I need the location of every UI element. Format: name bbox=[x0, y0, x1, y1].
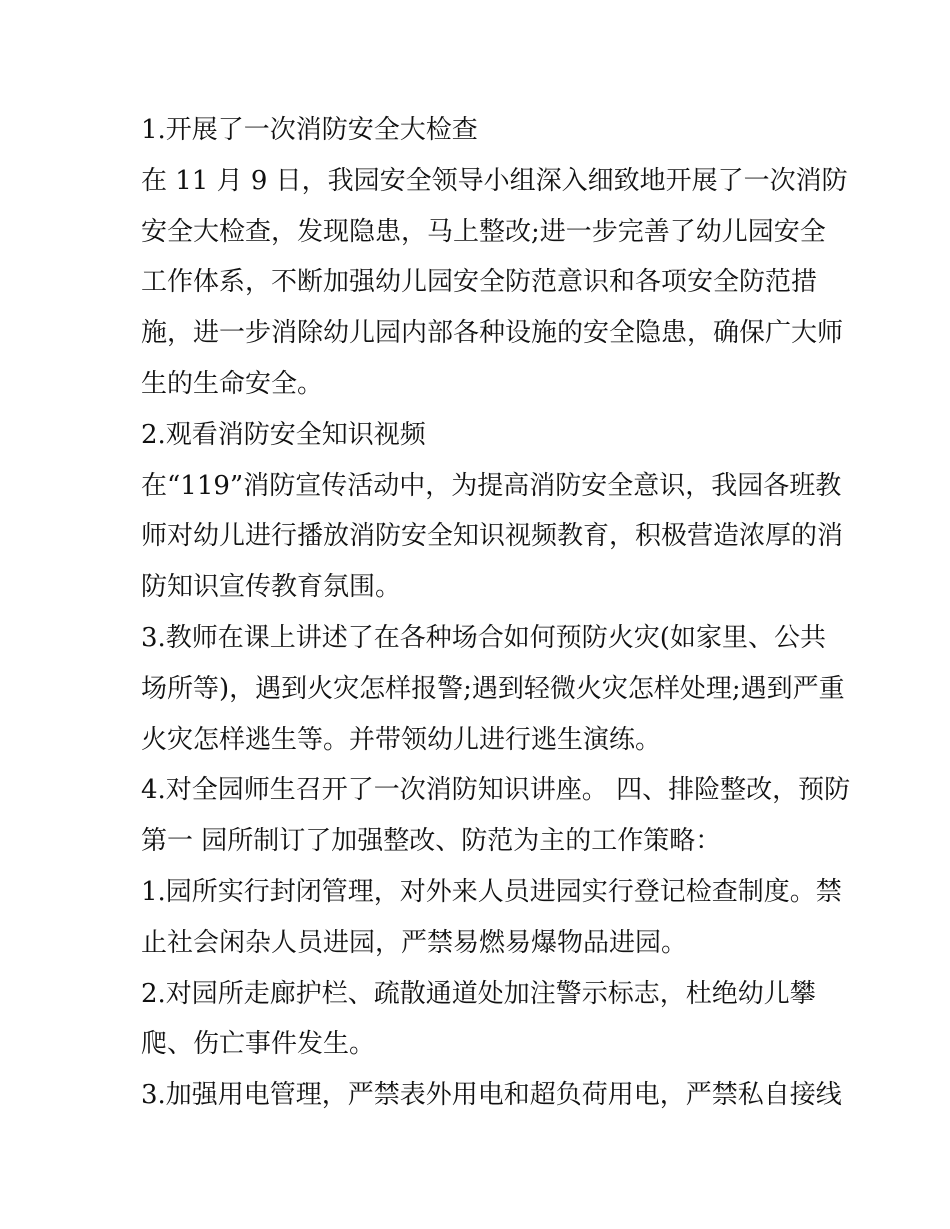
paragraph-line: 止社会闲杂人员进园，严禁易燃易爆物品进园。 bbox=[141, 927, 688, 958]
paragraph-line: 爬、伤亡事件发生。 bbox=[141, 1029, 376, 1060]
list-item-line: 2.对园所走廊护栏、疏散通道处加注警示标志，杜绝幼儿攀 bbox=[141, 978, 816, 1009]
paragraph-line: 在“119”消防宣传活动中，为提高消防安全意识，我园各班教 bbox=[141, 470, 842, 501]
paragraph-line: 防知识宣传教育氛围。 bbox=[141, 572, 402, 603]
heading-fire-inspection: 1.开展了一次消防安全大检查 bbox=[141, 115, 478, 145]
paragraph-line: 师对幼儿进行播放消防安全知识视频教育，积极营造浓厚的消 bbox=[141, 521, 844, 552]
list-item-line: 1.园所实行封闭管理，对外来人员进园实行登记检查制度。禁 bbox=[141, 876, 842, 907]
paragraph-line: 施，进一步消除幼儿园内部各种设施的安全隐患，确保广大师 bbox=[141, 318, 844, 349]
list-item-line: 3.加强用电管理，严禁表外用电和超负荷用电，严禁私自接线 bbox=[141, 1080, 842, 1111]
list-item-line: 3.教师在课上讲述了在各种场合如何预防火灾(如家里、公共 bbox=[141, 622, 826, 653]
list-item-line: 4.对全园师生召开了一次消防知识讲座。 四、排险整改，预防 bbox=[141, 775, 851, 806]
paragraph-line: 在 11 月 9 日，我园安全领导小组深入细致地开展了一次消防 bbox=[141, 165, 848, 196]
paragraph-line: 生的生命安全。 bbox=[141, 368, 324, 399]
paragraph-line: 第一 园所制订了加强整改、防范为主的工作策略： bbox=[141, 826, 722, 857]
paragraph-line: 工作体系，不断加强幼儿园安全防范意识和各项安全防范措 bbox=[141, 267, 818, 298]
paragraph-line: 火灾怎样逃生等。并带领幼儿进行逃生演练。 bbox=[141, 724, 662, 755]
paragraph-line: 安全大检查，发现隐患，马上整改;进一步完善了幼儿园安全 bbox=[141, 216, 826, 247]
heading-safety-video: 2.观看消防安全知识视频 bbox=[141, 419, 426, 450]
paragraph-line: 场所等)，遇到火灾怎样报警;遇到轻微火灾怎样处理;遇到严重 bbox=[141, 673, 845, 704]
document-body bbox=[141, 105, 851, 1121]
